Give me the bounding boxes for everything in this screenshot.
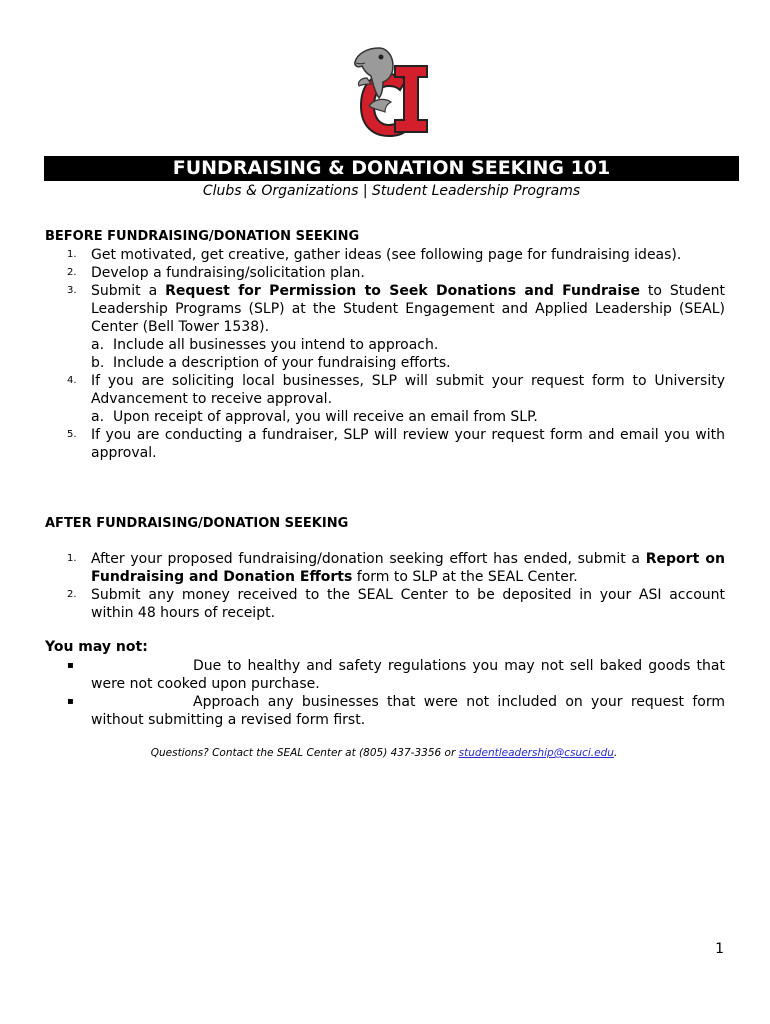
sub-list-item (91, 408, 725, 426)
list-item-text: Get motivated, get creative, gather ideas (see following page for fundraising ideas). (91, 247, 682, 263)
report-form-name: Report on Fundraising and Donation Efforts (91, 551, 725, 585)
page-title: FUNDRAISING & DONATION SEEKING 101 (44, 156, 739, 181)
contact-line (44, 745, 724, 761)
after-list-container (45, 550, 725, 622)
list-item-text: Submit any money received to the SEAL Center to be deposited in your ASI account within 48 hours of receipt. (91, 587, 725, 621)
may-not-list-container (45, 657, 725, 729)
sub-letter: a. (91, 409, 105, 425)
before-list (45, 246, 725, 462)
list-number: 4. (67, 375, 77, 386)
list-item (45, 550, 725, 586)
list-item-text: form to SLP at the SEAL Center. (352, 569, 578, 585)
sub-list-item (91, 336, 725, 354)
list-number: 5. (67, 429, 77, 440)
page-number: 1 (715, 941, 724, 957)
list-item (45, 246, 725, 264)
list-item (45, 264, 725, 282)
bullet-icon: ▪ (67, 696, 74, 707)
sub-letter: a. (91, 337, 105, 353)
contact-text: Questions? Contact the SEAL Center at (805) 437-3356 or (150, 747, 459, 759)
sub-list-item (91, 354, 725, 372)
list-item-text: If you are conducting a fundraiser, SLP will review your request form and email you with approval. (91, 427, 725, 461)
dolphin-ci-logo-icon (349, 44, 429, 140)
sub-list-text: Include a description of your fundraising efforts. (113, 355, 451, 371)
before-heading: BEFORE FUNDRAISING/DONATION SEEKING (45, 229, 360, 244)
request-form-name: Request for Permission to Seek Donations and Fundraise (165, 283, 640, 299)
list-item-text: If you are soliciting local businesses, SLP will submit your request form to University Advancement to receive approval. (91, 373, 725, 407)
list-number: 3. (67, 285, 77, 296)
list-item-text: to Student Leadership Programs (SLP) at the Student Engagement and Applied Leadership (SEAL) Center (Bell Tower 1538). (91, 283, 725, 335)
before-list-container (45, 246, 725, 462)
list-number: 2. (67, 267, 77, 278)
may-not-list (45, 657, 725, 729)
after-list (45, 550, 725, 622)
list-item-text: After your proposed fundraising/donation seeking effort has ended, submit a (91, 551, 646, 567)
contact-text-end: . (613, 747, 618, 759)
may-not-heading: You may not: (45, 639, 148, 655)
email-link[interactable]: studentleadership@csuci.edu (458, 747, 614, 759)
list-item-text: Approach any businesses that were not included on your request form without submitting a revised form first. (91, 694, 725, 728)
list-item (45, 657, 725, 693)
list-item (45, 426, 725, 462)
list-number: 1. (67, 553, 77, 564)
bullet-icon: ▪ (67, 660, 74, 671)
list-item (45, 282, 725, 372)
sub-list-text: Include all businesses you intend to approach. (113, 337, 439, 353)
list-item (45, 372, 725, 426)
page-subtitle: Clubs & Organizations | Student Leadership Programs (202, 183, 581, 199)
list-number: 1. (67, 249, 77, 260)
list-item (45, 693, 725, 729)
after-heading: AFTER FUNDRAISING/DONATION SEEKING (45, 516, 349, 531)
list-number: 2. (67, 589, 77, 600)
list-item (45, 586, 725, 622)
list-item-text: Due to healthy and safety regulations you may not sell baked goods that were not cooked upon purchase. (91, 658, 725, 692)
sub-letter: b. (91, 355, 105, 371)
sub-list (91, 408, 725, 426)
list-item-text: Submit a (91, 283, 166, 299)
sub-list (91, 336, 725, 372)
list-item-text: Develop a fundraising/solicitation plan. (91, 265, 365, 281)
sub-list-text: Upon receipt of approval, you will receive an email from SLP. (113, 409, 538, 425)
